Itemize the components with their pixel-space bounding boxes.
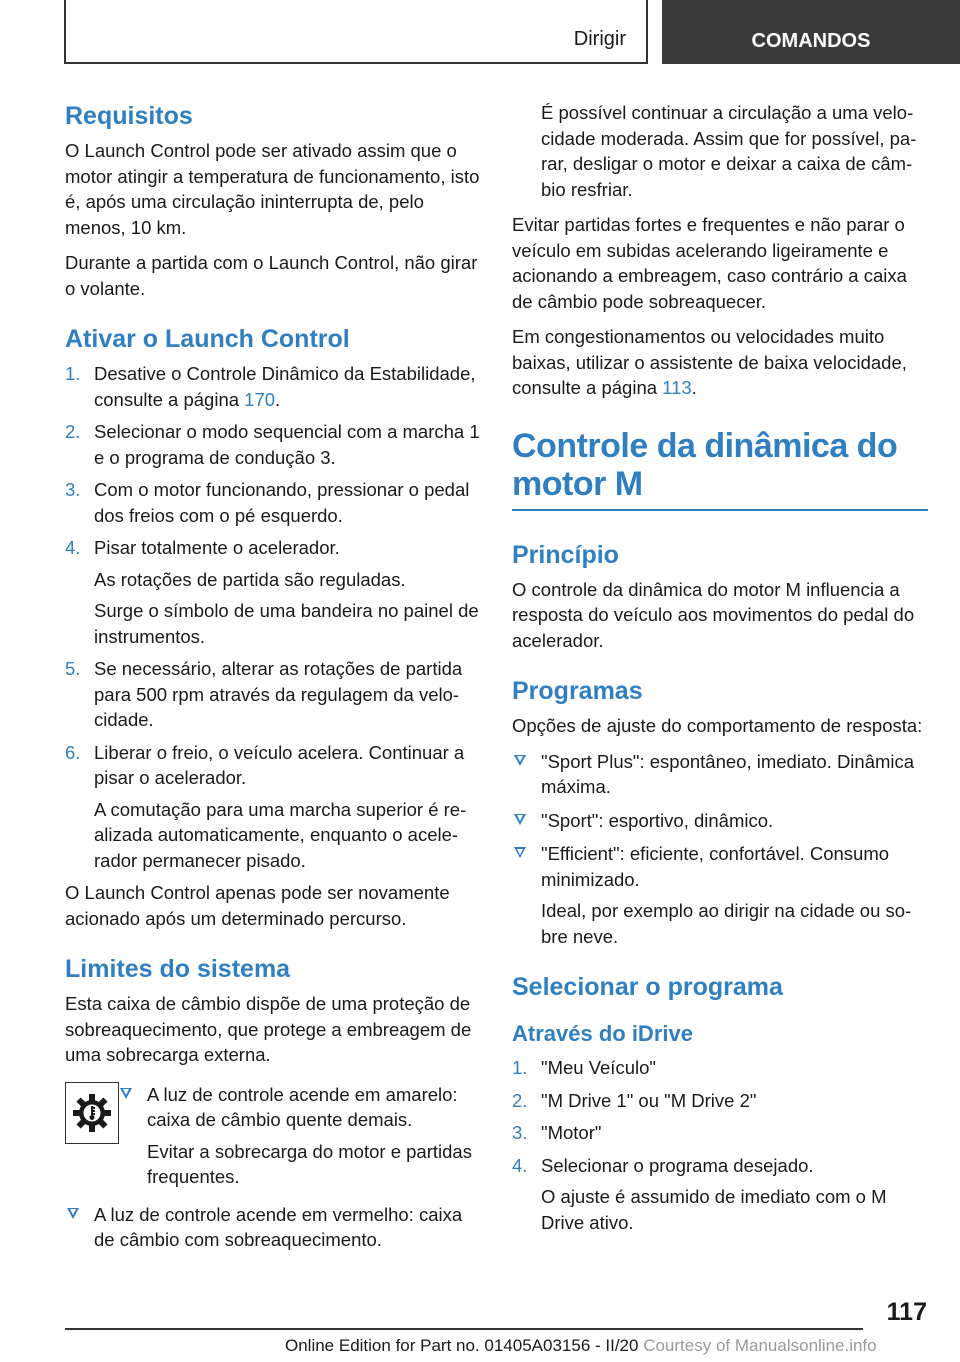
page-link-113[interactable]: 113 bbox=[662, 377, 692, 398]
right-column bbox=[512, 100, 928, 1242]
step-item bbox=[65, 656, 481, 733]
list-item bbox=[512, 808, 928, 834]
step-number: 1. bbox=[512, 1057, 528, 1078]
bullet-text: "Sport": esportivo, dinâmico. bbox=[541, 809, 774, 831]
step-text: "M Drive 1" ou "M Drive 2" bbox=[541, 1089, 757, 1111]
step-item bbox=[65, 535, 481, 649]
step-number: 6. bbox=[65, 741, 81, 763]
header-frame bbox=[64, 0, 648, 64]
right-paragraph-2: Em congestionamentos ou velocidades muito baixas, utilizar o assistente de baixa velocidade, consulte a página 113. bbox=[512, 326, 907, 398]
step-subtext: O ajuste é assumido de imediato com o M Drive ativo. bbox=[541, 1186, 887, 1233]
step-text: Pisar totalmente o acelerador. bbox=[94, 537, 340, 558]
requisitos-paragraph-2: Durante a partida com o Launch Control, não girar o volante. bbox=[65, 252, 478, 299]
programas-heading: Programas bbox=[512, 677, 643, 705]
triangle-bullet-icon bbox=[67, 1208, 79, 1219]
list-item bbox=[512, 749, 928, 800]
step-text: Com o motor funcionando, pressionar o pedal dos freios com o pé esquerdo. bbox=[94, 479, 470, 526]
warning-block bbox=[65, 1082, 481, 1190]
step-number: 2. bbox=[65, 421, 81, 442]
page-header bbox=[0, 0, 960, 66]
step-number: 1. bbox=[65, 363, 81, 384]
header-section: Dirigir bbox=[573, 28, 626, 50]
step-number: 4. bbox=[512, 1154, 528, 1176]
step-item bbox=[512, 1153, 928, 1236]
page-link-170[interactable]: 170 bbox=[244, 388, 276, 410]
step-item bbox=[65, 419, 481, 470]
step-item bbox=[512, 1120, 928, 1146]
selecionar-heading: Selecionar o programa bbox=[512, 973, 783, 1001]
step-item bbox=[512, 1055, 928, 1081]
list-item bbox=[65, 1202, 481, 1253]
bullet-text: "Efficient": eficiente, confortável. Consumo minimizado. bbox=[541, 843, 890, 890]
main-heading-block bbox=[512, 427, 928, 511]
programas-paragraph: Opções de ajuste do comportamento de resposta: bbox=[512, 715, 923, 736]
footer-watermark: Courtesy of Manualsonline.info bbox=[643, 1336, 877, 1355]
step-number: 5. bbox=[65, 658, 81, 679]
warning-bullets bbox=[118, 1082, 481, 1190]
step-text: Selecionar o modo sequencial com a marcha 1 e o programa de condução 3. bbox=[94, 421, 480, 468]
list-item bbox=[512, 841, 928, 949]
bullet-subtext: Ideal, por exemplo ao dirigir na cidade ou sobre neve. bbox=[541, 900, 912, 947]
step-text: Desative o Controle Dinâmico da Estabilidade, consulte a página 170. bbox=[94, 363, 476, 410]
step-text: "Meu Veículo" bbox=[541, 1057, 656, 1078]
step-text: "Motor" bbox=[541, 1122, 602, 1143]
idrive-heading: Através do iDrive bbox=[512, 1021, 693, 1046]
limites-heading: Limites do sistema bbox=[65, 955, 291, 983]
step-text: Liberar o freio, o veículo acelera. Continuar a pisar o acelerador. bbox=[94, 741, 465, 788]
continued-paragraph: É possível continuar a circulação a uma velocidade moderada. Assim que for possível, parar, desligar o motor e deixar a caixa de câmbio resfriar. bbox=[541, 102, 917, 200]
header-chapter: COMANDOS bbox=[662, 0, 960, 64]
step-number: 3. bbox=[512, 1122, 528, 1143]
requisitos-heading: Requisitos bbox=[65, 102, 193, 130]
list-item bbox=[118, 1082, 481, 1190]
bullet-subtext: Evitar a sobrecarga do motor e partidas frequentes. bbox=[147, 1140, 472, 1187]
step-subtext: A comutação para uma marcha superior é realizada automaticamente, enquanto o acelerador permanecer pisado. bbox=[94, 798, 467, 871]
step-item bbox=[512, 1088, 928, 1114]
bullet-text: A luz de controle acende em vermelho: caixa de câmbio com sobreaquecimento. bbox=[94, 1203, 463, 1250]
triangle-bullet-icon bbox=[514, 847, 526, 858]
footer-edition: Online Edition for Part no. 01405A03156 - II/20 Courtesy of Manualsonline.info bbox=[285, 1336, 877, 1355]
step-item bbox=[65, 361, 481, 412]
step-text: Se necessário, alterar as rotações de partida para 500 rpm através da regulagem da velocidade. bbox=[94, 658, 463, 730]
bullet-text: A luz de controle acende em amarelo: caixa de câmbio quente demais. bbox=[147, 1083, 458, 1130]
bullet-text: "Sport Plus": espontâneo, imediato. Dinâmica máxima. bbox=[541, 750, 915, 797]
step-text: Selecionar o programa desejado. bbox=[541, 1154, 814, 1176]
limites-paragraph: Esta caixa de câmbio dispõe de uma proteção de sobreaquecimento, que protege a embreagem de uma sobrecarga externa. bbox=[65, 993, 472, 1065]
left-column bbox=[65, 100, 481, 1261]
step-number: 2. bbox=[512, 1089, 528, 1111]
requisitos-paragraph-1: O Launch Control pode ser ativado assim que o motor atingir a temperatura de funcionamento, isto é, após uma circulação ininterrupta de, pelo menos, 10 km. bbox=[65, 140, 480, 238]
page-number: 117 bbox=[886, 1298, 927, 1326]
triangle-bullet-icon bbox=[514, 755, 526, 766]
step-number: 3. bbox=[65, 479, 81, 500]
step-item bbox=[65, 477, 481, 528]
right-paragraph-1: Evitar partidas fortes e frequentes e não parar o veículo em subidas acelerando ligeiramente e acionando a embreagem, caso contrário a caixa de câmbio pode sobreaquecer. bbox=[512, 214, 907, 312]
step-number: 4. bbox=[65, 537, 81, 558]
step-item bbox=[65, 740, 481, 874]
step-subtext: As rotações de partida são reguladas. bbox=[94, 568, 406, 590]
main-heading: Controle da dinâmica do motor M bbox=[512, 426, 898, 503]
principio-paragraph: O controle da dinâmica do motor M influencia a resposta do veículo aos movimentos do pedal do acelerador. bbox=[512, 578, 915, 651]
triangle-bullet-icon bbox=[120, 1088, 132, 1099]
triangle-bullet-icon bbox=[514, 814, 526, 825]
ativar-heading: Ativar o Launch Control bbox=[65, 325, 350, 353]
step-subtext: Surge o símbolo de uma bandeira no painel de instrumentos. bbox=[94, 600, 479, 647]
gear-temperature-warning-icon bbox=[65, 1082, 119, 1144]
after-steps-paragraph: O Launch Control apenas pode ser novamente acionado após um determinado percurso. bbox=[65, 882, 450, 929]
footer-divider bbox=[65, 1328, 863, 1330]
principio-heading: Princípio bbox=[512, 540, 619, 569]
